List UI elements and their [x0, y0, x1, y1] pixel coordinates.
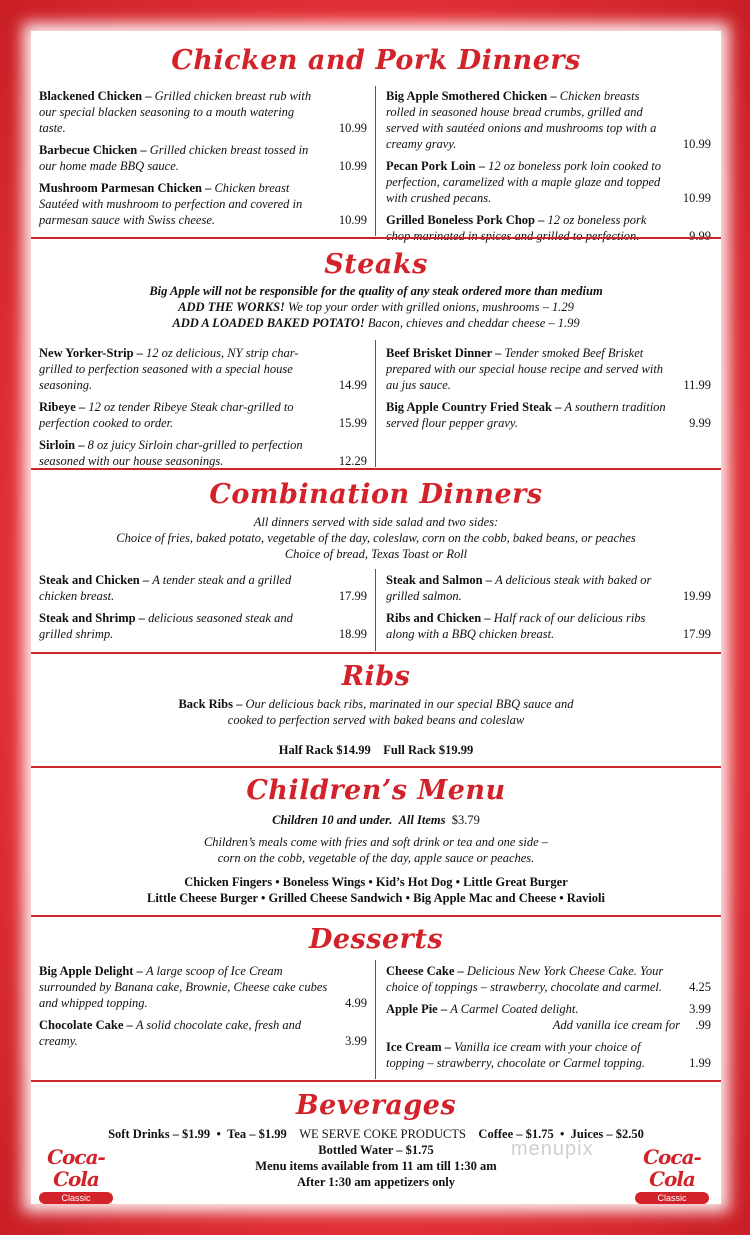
menu-item	[39, 142, 367, 174]
coke-note: WE SERVE COKE PRODUCTS	[299, 1127, 466, 1141]
divider	[31, 237, 721, 239]
item-name: Ribeye –	[39, 400, 86, 414]
item-name: Mushroom Parmesan Chicken –	[39, 181, 212, 195]
combo-section	[31, 480, 721, 562]
add-works-text: We top your order with grilled onions, mushrooms – 1.29	[288, 300, 574, 314]
item-price: 15.99	[338, 416, 367, 430]
item-price: 17.99	[338, 589, 367, 603]
item-price: 19.99	[682, 589, 711, 603]
bottled-water: Bottled Water – $1.75	[318, 1143, 434, 1157]
addon-line	[386, 1017, 711, 1033]
item-name: Apple Pie –	[386, 1002, 448, 1016]
tea: Tea – $1.99	[227, 1127, 287, 1141]
steaks-left-column	[39, 345, 367, 475]
desserts-left-column	[39, 963, 367, 1055]
item-price: 4.99	[345, 996, 367, 1010]
children-section	[31, 776, 721, 906]
item-name: Steak and Shrimp –	[39, 611, 145, 625]
item-name: Big Apple Country Fried Steak –	[386, 400, 562, 414]
item-name: Sirloin –	[39, 438, 85, 452]
item-name: Ribs and Chicken –	[386, 611, 491, 625]
item-price: 10.99	[338, 121, 367, 135]
divider-vertical	[375, 340, 376, 467]
addon-price: .99	[695, 1018, 711, 1032]
combo-line2: Choice of fries, baked potato, vegetable of the day, coleslaw, corn on the cobb, baked beans, or peaches	[116, 531, 636, 545]
menu-item	[386, 572, 711, 604]
item-desc: Tender smoked Beef Brisket prepared with our special house recipe and served with au jus sauce.	[386, 346, 664, 392]
item-price: 10.99	[338, 213, 367, 227]
chicken-pork-title: Chicken and Pork Dinners	[171, 45, 581, 76]
chicken-pork-left-column	[39, 88, 367, 234]
item-price: 10.99	[682, 137, 711, 151]
combo-line3: Choice of bread, Texas Toast or Roll	[284, 547, 468, 561]
divider	[31, 915, 721, 917]
ribs-title: Ribs	[341, 661, 411, 692]
item-name: Steak and Salmon –	[386, 573, 492, 587]
back-ribs-desc1: Our delicious back ribs, marinated in our special BBQ sauce and	[245, 697, 574, 711]
juices: Juices – $2.50	[570, 1127, 644, 1141]
item-desc: 12 oz delicious, NY strip char-grilled to perfection seasoned with a special house seasoning.	[39, 346, 299, 392]
item-name: Cheese Cake –	[386, 964, 464, 978]
full-rack-price: Full Rack $19.99	[383, 743, 474, 757]
add-potato-label: ADD A LOADED BAKED POTATO!	[172, 316, 365, 330]
steaks-title: Steaks	[324, 249, 428, 280]
item-desc: 12 oz tender Ribeye Steak char-grilled to perfection cooked to order.	[39, 400, 294, 430]
item-price: 10.99	[682, 191, 711, 205]
children-items2: Little Cheese Burger • Grilled Cheese Sandwich • Big Apple Mac and Cheese • Ravioli	[146, 891, 606, 905]
beverages-section: Beverages Soft Drinks – $1.99 • Tea – $1.99 WE SERVE COKE PRODUCTS Coffee – $1.75 • Juices – $2.50 Bottled Water – $1.75 Menu items available from 11 am till 1:30 am After 1:30 am appetizers only	[31, 1091, 721, 1190]
coffee: Coffee – $1.75	[478, 1127, 554, 1141]
item-desc: A large scoop of Ice Cream surrounded by Banana cake, Brownie, Cheese cake cubes and whipped topping.	[39, 964, 328, 1010]
item-price: 9.99	[689, 229, 711, 243]
coca-cola-logo-left	[37, 1145, 115, 1203]
coca-cola-script: Coca-Cola	[643, 1145, 701, 1191]
item-price: 11.99	[683, 378, 711, 392]
item-price: 12.29	[338, 454, 367, 468]
add-works-label: ADD THE WORKS!	[178, 300, 285, 314]
item-desc: A solid chocolate cake, fresh and creamy.	[39, 1018, 302, 1048]
desserts-section	[31, 925, 721, 955]
children-desc1: Children’s meals come with fries and soft drink or tea and one side –	[203, 835, 549, 849]
menu-item	[39, 399, 367, 431]
divider	[31, 766, 721, 768]
item-price: 3.99	[689, 1002, 711, 1016]
item-desc: A Carmel Coated delight.	[450, 1002, 579, 1016]
item-price: 18.99	[338, 627, 367, 641]
item-desc: 8 oz juicy Sirloin char-grilled to perfection seasoned with our house seasonings.	[39, 438, 303, 468]
beverages-title: Beverages	[295, 1090, 457, 1121]
divider-vertical	[375, 569, 376, 651]
item-price: 17.99	[682, 627, 711, 641]
item-desc: A delicious steak with baked or grilled salmon.	[386, 573, 652, 603]
steaks-section	[31, 250, 721, 331]
menu-item	[386, 399, 711, 431]
classic-badge: Classic	[39, 1192, 113, 1204]
add-potato-text: Bacon, chieves and cheddar cheese – 1.99	[367, 316, 580, 330]
divider	[31, 1080, 721, 1082]
combo-title: Combination Dinners	[209, 479, 543, 510]
item-desc: Half rack of our delicious ribs along with a BBQ chicken breast.	[386, 611, 646, 641]
chicken-pork-right-column	[386, 88, 711, 250]
back-ribs-desc2: cooked to perfection served with baked beans and coleslaw	[227, 713, 525, 727]
coca-cola-script: Coca-Cola	[47, 1145, 105, 1191]
menu-item	[386, 610, 711, 642]
menu-item	[386, 345, 711, 393]
menu-item	[39, 572, 367, 604]
desserts-right-column	[386, 963, 711, 1077]
item-price: 14.99	[338, 378, 367, 392]
combo-left-column	[39, 572, 367, 648]
steaks-right-column	[386, 345, 711, 437]
half-rack-price: Half Rack $14.99	[278, 743, 371, 757]
menu-item	[39, 963, 367, 1011]
menu-item	[386, 1039, 711, 1071]
divider-vertical	[375, 960, 376, 1079]
item-name: Beef Brisket Dinner –	[386, 346, 502, 360]
ribs-section	[31, 662, 721, 758]
combo-line1: All dinners served with side salad and two sides:	[253, 515, 499, 529]
menu-item	[39, 1017, 367, 1049]
children-all-items: All Items	[398, 813, 446, 827]
after-hours: After 1:30 am appetizers only	[296, 1175, 456, 1189]
coca-cola-logo-right	[633, 1145, 711, 1203]
back-ribs-name: Back Ribs –	[178, 697, 243, 711]
children-age: Children 10 and under.	[272, 813, 393, 827]
desserts-title: Desserts	[308, 924, 444, 955]
item-desc: Delicious New York Cheese Cake. Your choice of toppings – strawberry, chocolate and carmel.	[386, 964, 664, 994]
item-name: Chocolate Cake –	[39, 1018, 133, 1032]
soft-drinks: Soft Drinks – $1.99	[108, 1127, 211, 1141]
classic-badge: Classic	[635, 1192, 709, 1204]
children-title: Children’s Menu	[246, 775, 506, 806]
item-desc: Grilled chicken breast tossed in our home made BBQ sauce.	[39, 143, 309, 173]
addon-text: Add vanilla ice cream for	[552, 1018, 680, 1032]
divider-vertical	[375, 86, 376, 236]
menu-item	[386, 1001, 711, 1017]
item-name: Barbecue Chicken –	[39, 143, 147, 157]
item-price: 9.99	[689, 416, 711, 430]
item-name: Grilled Boneless Pork Chop –	[386, 213, 545, 227]
children-price: $3.79	[451, 813, 480, 827]
item-name: Steak and Chicken –	[39, 573, 150, 587]
item-desc: Chicken breasts rolled in seasoned house bread crumbs, grilled and served with sautéed onions and mushrooms top with a creamy gravy.	[386, 89, 657, 151]
menu-hours: Menu items available from 11 am till 1:30 am	[255, 1159, 497, 1173]
menu-item	[39, 437, 367, 469]
item-desc: 12 oz boneless pork loin cooked to perfection, caramelized with a maple glaze and topped with crushed pecans.	[386, 159, 661, 205]
children-items1: Chicken Fingers • Boneless Wings • Kid’s Hot Dog • Little Great Burger	[184, 875, 568, 889]
chicken-pork-section	[31, 46, 721, 76]
menu-item	[386, 963, 711, 995]
item-name: Pecan Pork Loin –	[386, 159, 485, 173]
watermark: menupix	[511, 1138, 594, 1160]
menu-item	[386, 88, 711, 152]
divider	[31, 468, 721, 470]
item-price: 4.25	[689, 980, 711, 994]
item-name: Blackened Chicken –	[39, 89, 152, 103]
menu-item	[39, 610, 367, 642]
item-desc: delicious seasoned steak and grilled shrimp.	[39, 611, 293, 641]
item-name: Big Apple Delight –	[39, 964, 143, 978]
divider	[31, 652, 721, 654]
item-desc: 12 oz boneless pork chop marinated in spices and grilled to perfection.	[386, 213, 647, 243]
menu-item	[386, 158, 711, 206]
menu-item	[386, 212, 711, 244]
item-desc: Vanilla ice cream with your choice of topping – strawberry, chocolate or Carmel topping.	[386, 1040, 646, 1070]
combo-right-column	[386, 572, 711, 648]
menu-item	[39, 345, 367, 393]
item-name: New Yorker-Strip –	[39, 346, 143, 360]
item-price: 10.99	[338, 159, 367, 173]
steaks-note: Big Apple will not be responsible for the quality of any steak ordered more than medium	[149, 284, 603, 298]
item-name: Big Apple Smothered Chicken –	[386, 89, 557, 103]
children-desc2: corn on the cobb, vegetable of the day, apple sauce or peaches.	[217, 851, 535, 865]
item-desc: Grilled chicken breast rub with our special blacken seasoning to a mouth watering taste.	[39, 89, 312, 135]
menu-item	[39, 180, 367, 228]
item-desc: Chicken breast Sautéed with mushroom to perfection and covered in parmesan sauce with Swiss cheese.	[39, 181, 303, 227]
item-name: Ice Cream –	[386, 1040, 452, 1054]
item-price: 3.99	[345, 1034, 367, 1048]
menu-item	[39, 88, 367, 136]
item-price: 1.99	[689, 1056, 711, 1070]
item-desc: A southern tradition served flour pepper gravy.	[386, 400, 666, 430]
menu-page	[31, 31, 721, 1204]
item-desc: A tender steak and a grilled chicken breast.	[39, 573, 292, 603]
